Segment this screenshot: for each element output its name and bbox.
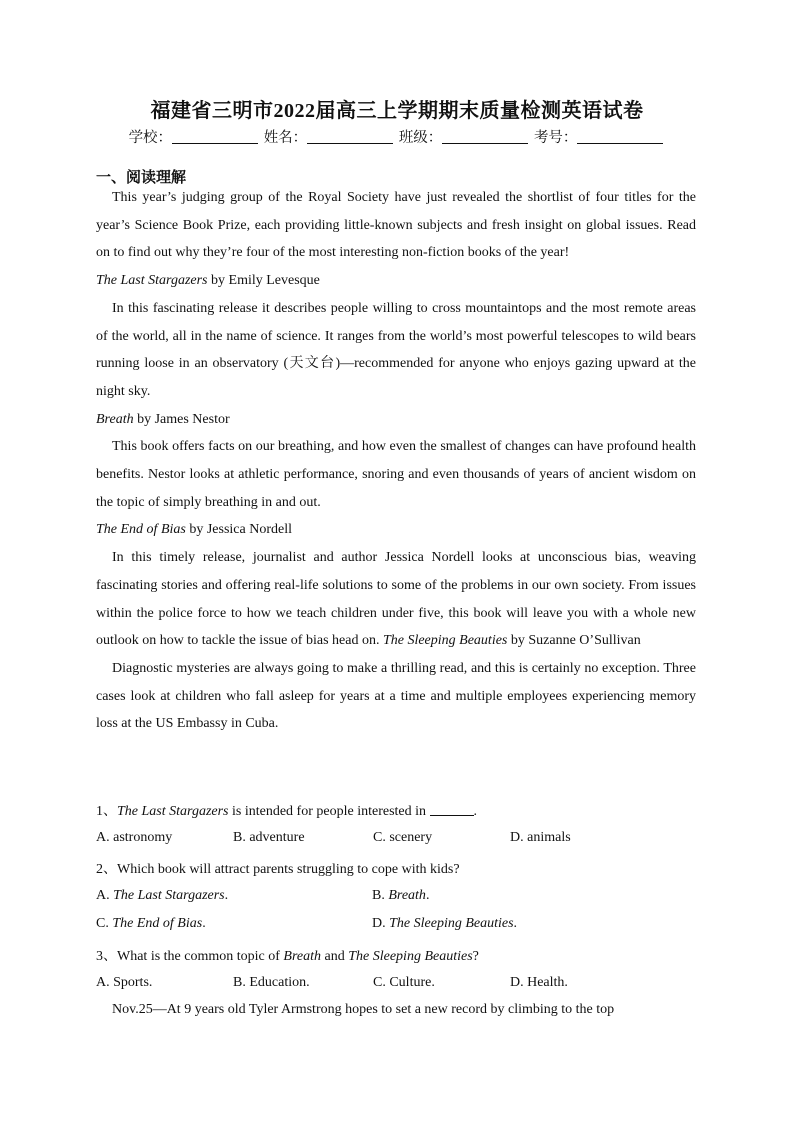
- book4-author: by Suzanne O’Sullivan: [507, 633, 641, 649]
- q1-option-b[interactable]: B. adventure: [233, 830, 305, 845]
- q2-option-c-letter: C.: [96, 916, 113, 931]
- book3-title: The End of Bias: [96, 522, 186, 538]
- q1-option-a[interactable]: A. astronomy: [96, 830, 173, 845]
- q3-title-2: The Sleeping Beauties: [348, 949, 473, 964]
- q2-option-b-end: .: [425, 888, 430, 903]
- q3-pre: 3、What is the common topic of: [96, 949, 284, 964]
- question-2: 2、Which book will attract parents struggling to cope with kids?: [96, 862, 460, 877]
- book2-heading: [96, 406, 696, 434]
- passage-intro: This year’s judging group of the Royal Society have just revealed the shortlist of four titles for the year’s Science Book Prize, each providing little-known subjects and fresh insight on global issues. Read on to find out why they’re four of the most interesting non-fiction books of the year!: [96, 190, 696, 261]
- q1-option-d[interactable]: D. animals: [510, 830, 571, 845]
- q2-option-d[interactable]: [372, 916, 517, 932]
- q2-option-b-title: Breath: [388, 888, 426, 903]
- q3-title-1: Breath: [283, 949, 322, 964]
- q3-options: [96, 975, 696, 995]
- class-blank: [442, 129, 528, 144]
- book3-author: by Jessica Nordell: [185, 522, 292, 538]
- q2-option-b-letter: B.: [372, 888, 389, 903]
- q2-options-row1: [96, 888, 696, 908]
- book1-author: by Emily Levesque: [207, 273, 320, 289]
- student-info-line: [0, 126, 794, 147]
- book2-description: This book offers facts on our breathing, and how even the smallest of changes can have profound health benefits. Nestor looks at athletic performance, snoring and even thousands of years of ancient wisdom on the topic of simply breathing in and out.: [96, 439, 696, 510]
- q1-options: [96, 830, 696, 850]
- q2-options-row2: [96, 916, 696, 936]
- book1-title: The Last Stargazers: [96, 273, 208, 289]
- q3-end: ?: [472, 949, 479, 964]
- q2-option-a-title: The Last Stargazers: [113, 888, 225, 903]
- q2-option-d-title: The Sleeping Beauties: [389, 916, 514, 931]
- exam-title: 福建省三明市2022届高三上学期期末质量检测英语试卷: [150, 100, 644, 122]
- q2-option-b[interactable]: [372, 888, 429, 904]
- book1-heading: [96, 267, 696, 295]
- name-blank: [307, 129, 393, 144]
- class-label: 班级：: [398, 130, 443, 146]
- q1-option-c[interactable]: C. scenery: [373, 830, 433, 845]
- q3-mid: and: [321, 949, 349, 964]
- q2-option-c-end: .: [202, 916, 206, 931]
- school-blank: [172, 129, 258, 144]
- q3-option-b[interactable]: B. Education.: [233, 975, 310, 990]
- book4-description: Diagnostic mysteries are always going to make a thrilling read, and this is certainly no exception. Three cases look at children who fall asleep for years at a time and multiple employees experiencing memory loss at the US Embassy in Cuba.: [96, 660, 696, 732]
- q1-number: 1、: [96, 804, 117, 819]
- book2-title: Breath: [96, 411, 134, 427]
- q1-answer-blank: [430, 803, 474, 816]
- q3-option-c[interactable]: C. Culture.: [373, 975, 435, 990]
- exam-number-label: 考号：: [533, 130, 578, 146]
- book1-description: In this fascinating release it describes people willing to cross mountaintops and the most remote areas of the world, all in the name of science. It ranges from the world’s most powerful telescopes to wild bears running loose in an observatory (天文台)—recommended for anyone who enjoys gazing upward at the night sky.: [96, 300, 696, 399]
- reading-passage: [96, 184, 696, 738]
- school-label: 学校：: [128, 130, 173, 146]
- q1-end: .: [473, 804, 478, 819]
- question-3: [96, 945, 696, 965]
- section-heading: 一、阅读理解: [96, 170, 187, 186]
- book3-description: [96, 544, 696, 655]
- q2-option-d-letter: D.: [372, 916, 390, 931]
- book4-title: The Sleeping Beauties: [382, 633, 508, 649]
- q3-option-d[interactable]: D. Health.: [510, 975, 568, 990]
- q2-option-a[interactable]: [96, 888, 228, 904]
- q2-option-c-title: The End of Bias: [112, 916, 203, 931]
- book2-author: by James Nestor: [133, 411, 230, 427]
- book3-text: In this timely release, journalist and author Jessica Nordell looks at unconscious bias, weaving fascinating stories and offering real-life solutions to some of the problems in our own society. From issues within the police force to how we teach children under five, this book will leave you with a whole new outlook on how to tackle the issue of bias head on.: [96, 550, 696, 649]
- q2-option-a-end: .: [224, 888, 229, 903]
- q2-option-a-letter: A.: [96, 888, 114, 903]
- book3-heading: [96, 516, 696, 544]
- exam-number-blank: [577, 129, 663, 144]
- next-passage-first-line: Nov.25—At 9 years old Tyler Armstrong hopes to set a new record by climbing to the top: [112, 1002, 615, 1017]
- q3-option-a[interactable]: A. Sports.: [96, 975, 153, 990]
- question-1: [96, 800, 696, 820]
- q2-option-d-end: .: [513, 916, 518, 931]
- name-label: 姓名：: [263, 130, 308, 146]
- q1-text: is intended for people interested in: [228, 804, 430, 819]
- q2-option-c[interactable]: [96, 916, 206, 932]
- q1-book-title: The Last Stargazers: [117, 804, 229, 819]
